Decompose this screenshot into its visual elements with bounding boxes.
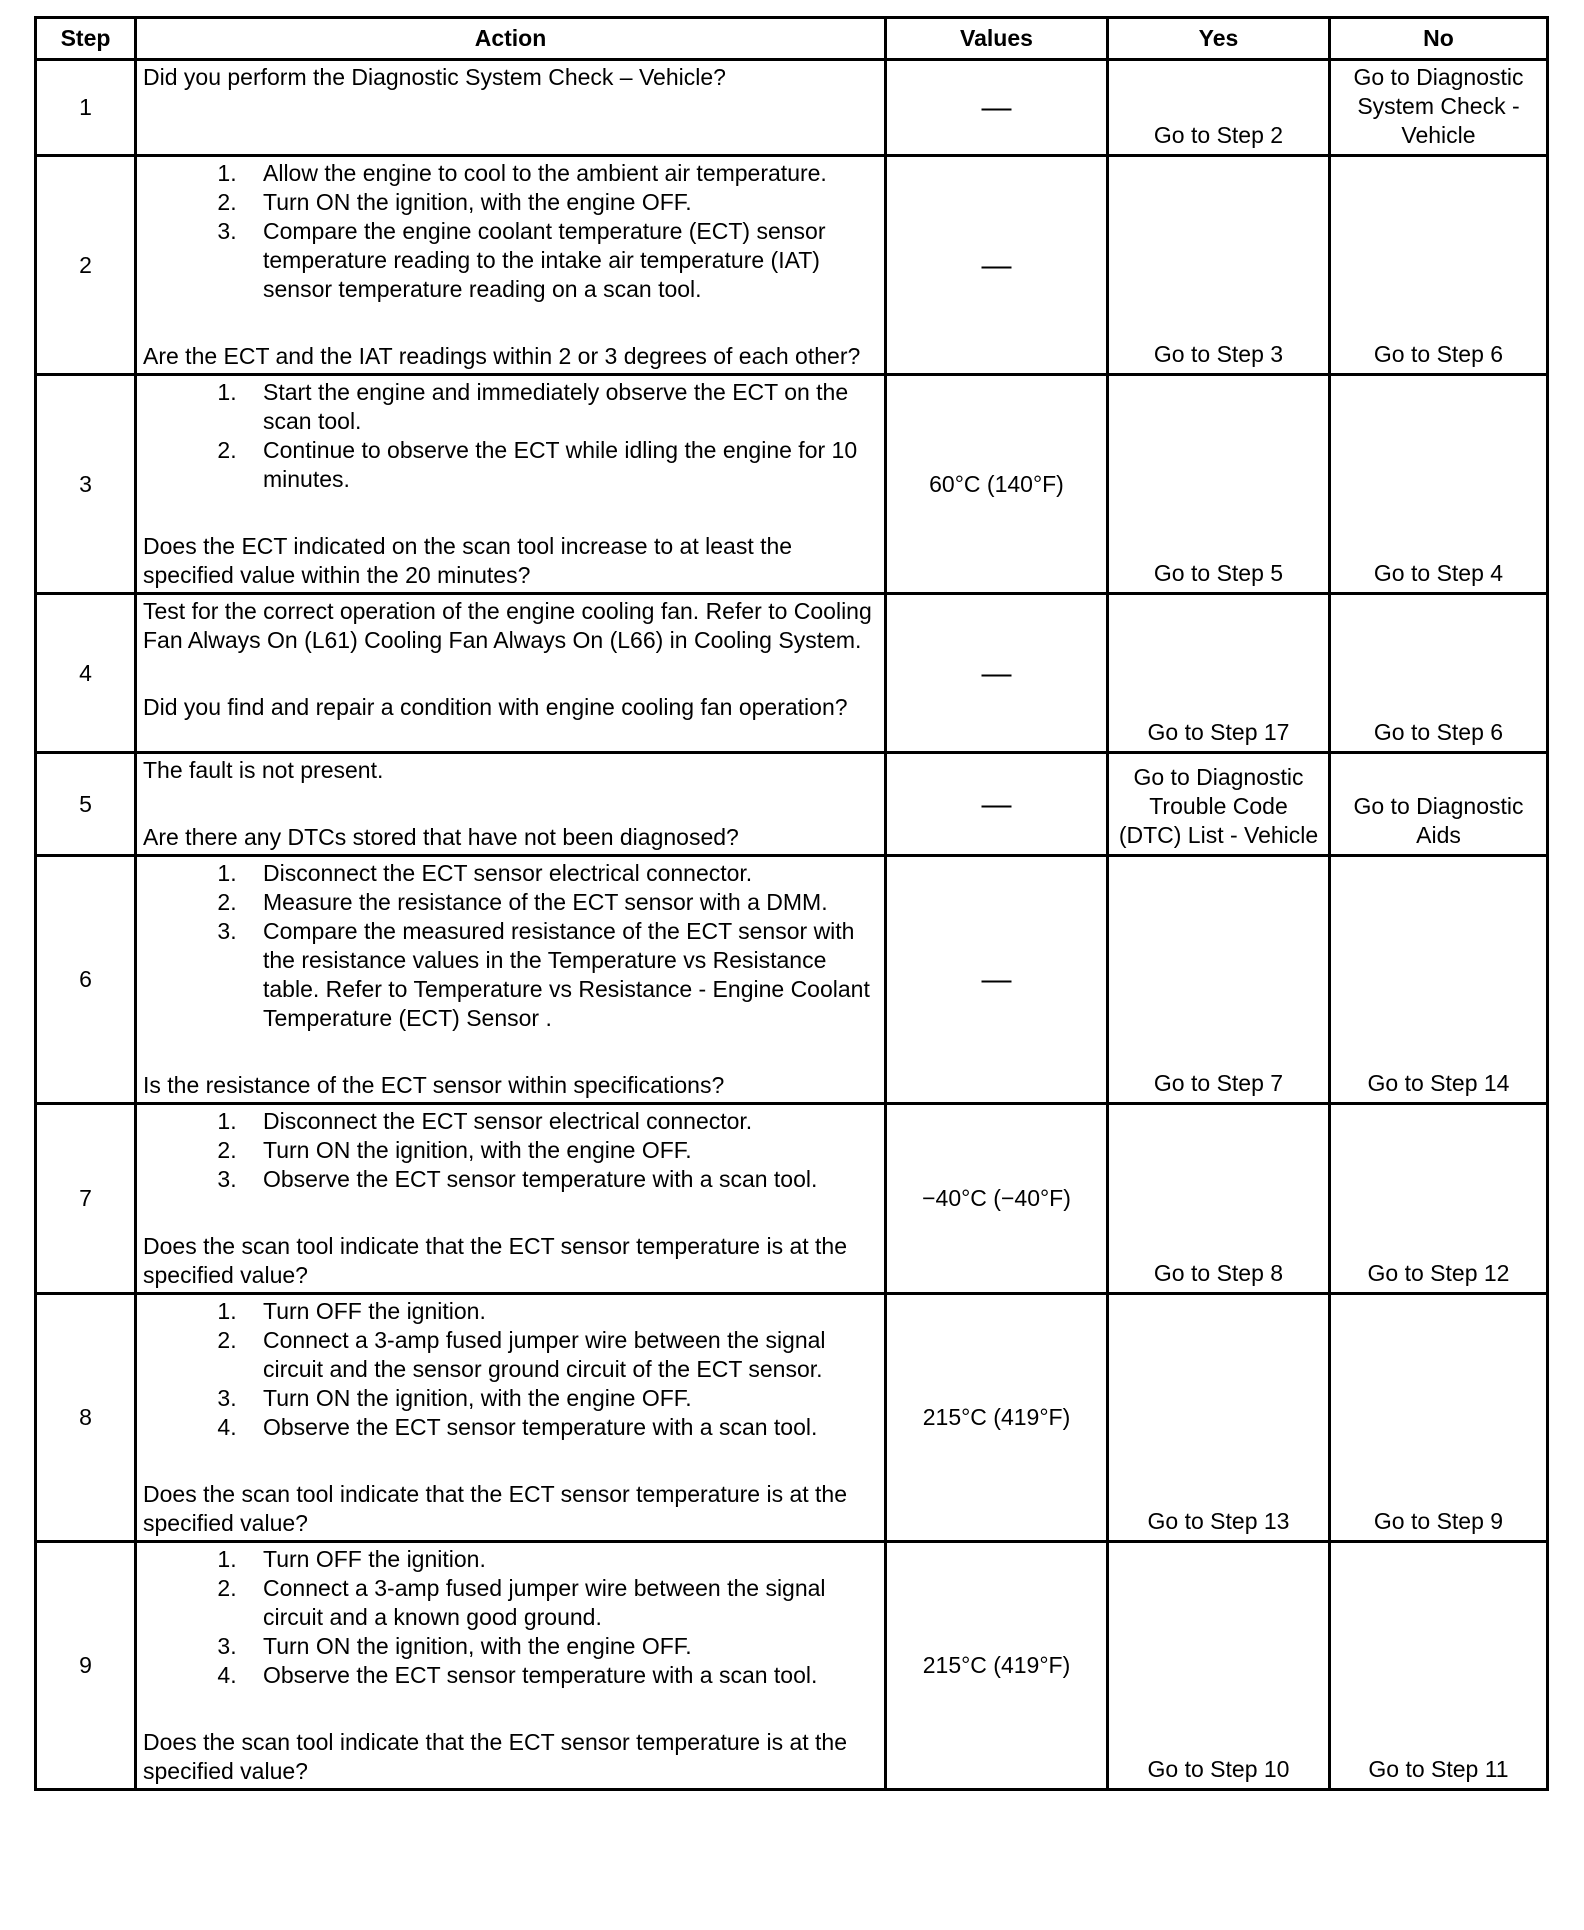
no-result: Go to Step 11 <box>1330 1542 1548 1790</box>
value-cell: — <box>886 156 1108 375</box>
action-step-item: 3. Compare the engine coolant temperature (ECT) sensor temperature reading to the intake air temperature (IAT) sensor temperature reading on a scan tool. <box>243 217 878 304</box>
yes-result: Go to Diagnostic Trouble Code (DTC) List - Vehicle <box>1108 753 1330 856</box>
spacer <box>143 304 878 342</box>
action-cell <box>136 753 886 856</box>
step-number: 3 <box>36 375 136 594</box>
action-cell <box>136 1294 886 1542</box>
header-row <box>36 18 1548 60</box>
action-question: Are there any DTCs stored that have not been diagnosed? <box>143 824 739 850</box>
diagnostic-table <box>34 16 1549 1791</box>
no-result: Go to Diagnostic Aids <box>1330 753 1548 856</box>
action-question: Does the scan tool indicate that the ECT sensor temperature is at the specified value? <box>143 1233 848 1288</box>
header-yes: Yes <box>1108 18 1330 60</box>
step-number: 9 <box>36 1542 136 1790</box>
spacer <box>143 785 878 823</box>
action-question: Does the ECT indicated on the scan tool increase to at least the specified value within the 20 minutes? <box>143 533 793 588</box>
step-number: 6 <box>36 856 136 1104</box>
value-cell: — <box>886 753 1108 856</box>
table-row <box>36 1542 1548 1790</box>
action-intro: Test for the correct operation of the engine cooling fan. Refer to Cooling Fan Always On (L61) Cooling Fan Always On (L66) in Cooling System. <box>143 598 872 653</box>
table-row <box>36 375 1548 594</box>
action-step-item: 2. Connect a 3-amp fused jumper wire between the signal circuit and the sensor ground circuit of the ECT sensor. <box>243 1326 878 1384</box>
table-row <box>36 60 1548 156</box>
action-step-item: 2. Connect a 3-amp fused jumper wire between the signal circuit and a known good ground. <box>243 1574 878 1632</box>
value-cell: 215°C (419°F) <box>886 1294 1108 1542</box>
header-step: Step <box>36 18 136 60</box>
action-cell <box>136 375 886 594</box>
action-step-item: 2. Turn ON the ignition, with the engine OFF. <box>243 188 878 217</box>
step-number: 2 <box>36 156 136 375</box>
yes-result: Go to Step 13 <box>1108 1294 1330 1542</box>
action-step-item: 1. Disconnect the ECT sensor electrical connector. <box>243 1107 878 1136</box>
yes-result: Go to Step 5 <box>1108 375 1330 594</box>
value-cell: −40°C (−40°F) <box>886 1104 1108 1294</box>
value-cell: 215°C (419°F) <box>886 1542 1108 1790</box>
spacer <box>143 1033 878 1071</box>
table-row <box>36 1294 1548 1542</box>
value-cell: — <box>886 856 1108 1104</box>
step-number: 5 <box>36 753 136 856</box>
header-action: Action <box>136 18 886 60</box>
step-number: 4 <box>36 594 136 753</box>
step-number: 1 <box>36 60 136 156</box>
action-step-item: 1. Disconnect the ECT sensor electrical connector. <box>243 859 878 888</box>
header-no: No <box>1330 18 1548 60</box>
spacer <box>143 494 878 532</box>
no-result: Go to Diagnostic System Check - Vehicle <box>1330 60 1548 156</box>
no-result: Go to Step 12 <box>1330 1104 1548 1294</box>
action-step-item: 4. Observe the ECT sensor temperature with a scan tool. <box>243 1413 878 1442</box>
step-number: 8 <box>36 1294 136 1542</box>
action-cell <box>136 1542 886 1790</box>
action-intro: The fault is not present. <box>143 757 384 783</box>
action-step-item: 1. Allow the engine to cool to the ambient air temperature. <box>243 159 878 188</box>
yes-result: Go to Step 7 <box>1108 856 1330 1104</box>
action-question: Are the ECT and the IAT readings within 2 or 3 degrees of each other? <box>143 343 861 369</box>
action-question: Did you find and repair a condition with engine cooling fan operation? <box>143 694 848 720</box>
spacer <box>143 1442 878 1480</box>
table-row <box>36 753 1548 856</box>
yes-result: Go to Step 2 <box>1108 60 1330 156</box>
spacer <box>143 655 878 693</box>
table-body <box>36 60 1548 1790</box>
no-result: Go to Step 4 <box>1330 375 1548 594</box>
action-step-item: 1. Start the engine and immediately observe the ECT on the scan tool. <box>243 378 878 436</box>
no-result: Go to Step 9 <box>1330 1294 1548 1542</box>
yes-result: Go to Step 10 <box>1108 1542 1330 1790</box>
action-step-item: 1. Turn OFF the ignition. <box>243 1545 878 1574</box>
action-question: Does the scan tool indicate that the ECT sensor temperature is at the specified value? <box>143 1729 848 1784</box>
spacer <box>143 1690 878 1728</box>
action-step-item: 3. Compare the measured resistance of the ECT sensor with the resistance values in the Temperature vs Resistance table. Refer to Temperature vs Resistance - Engine Coolant Temperature (ECT) Sensor . <box>243 917 878 1033</box>
action-step-item: 2. Turn ON the ignition, with the engine OFF. <box>243 1136 878 1165</box>
action-step-item: 1. Turn OFF the ignition. <box>243 1297 878 1326</box>
step-number: 7 <box>36 1104 136 1294</box>
action-step-list <box>143 159 878 304</box>
action-step-item: 2. Measure the resistance of the ECT sensor with a DMM. <box>243 888 878 917</box>
table-row <box>36 856 1548 1104</box>
value-cell: — <box>886 594 1108 753</box>
action-step-item: 3. Turn ON the ignition, with the engine OFF. <box>243 1632 878 1661</box>
yes-result: Go to Step 17 <box>1108 594 1330 753</box>
header-values: Values <box>886 18 1108 60</box>
action-cell <box>136 594 886 753</box>
table-row <box>36 594 1548 753</box>
action-step-list <box>143 378 878 494</box>
yes-result: Go to Step 3 <box>1108 156 1330 375</box>
action-question: Did you perform the Diagnostic System Check – Vehicle? <box>143 64 726 90</box>
action-cell <box>136 60 886 156</box>
action-step-item: 2. Continue to observe the ECT while idling the engine for 10 minutes. <box>243 436 878 494</box>
action-step-list <box>143 1545 878 1690</box>
yes-result: Go to Step 8 <box>1108 1104 1330 1294</box>
table-row <box>36 156 1548 375</box>
action-question: Is the resistance of the ECT sensor within specifications? <box>143 1072 725 1098</box>
action-cell <box>136 856 886 1104</box>
action-step-item: 3. Turn ON the ignition, with the engine OFF. <box>243 1384 878 1413</box>
no-result: Go to Step 14 <box>1330 856 1548 1104</box>
action-step-list <box>143 1107 878 1194</box>
value-cell: — <box>886 60 1108 156</box>
table-row <box>36 1104 1548 1294</box>
action-step-list <box>143 1297 878 1442</box>
no-result: Go to Step 6 <box>1330 156 1548 375</box>
action-question: Does the scan tool indicate that the ECT sensor temperature is at the specified value? <box>143 1481 848 1536</box>
action-cell <box>136 156 886 375</box>
no-result: Go to Step 6 <box>1330 594 1548 753</box>
value-cell: 60°C (140°F) <box>886 375 1108 594</box>
action-step-list <box>143 859 878 1033</box>
action-step-item: 4. Observe the ECT sensor temperature with a scan tool. <box>243 1661 878 1690</box>
spacer <box>143 1194 878 1232</box>
action-step-item: 3. Observe the ECT sensor temperature with a scan tool. <box>243 1165 878 1194</box>
action-cell <box>136 1104 886 1294</box>
